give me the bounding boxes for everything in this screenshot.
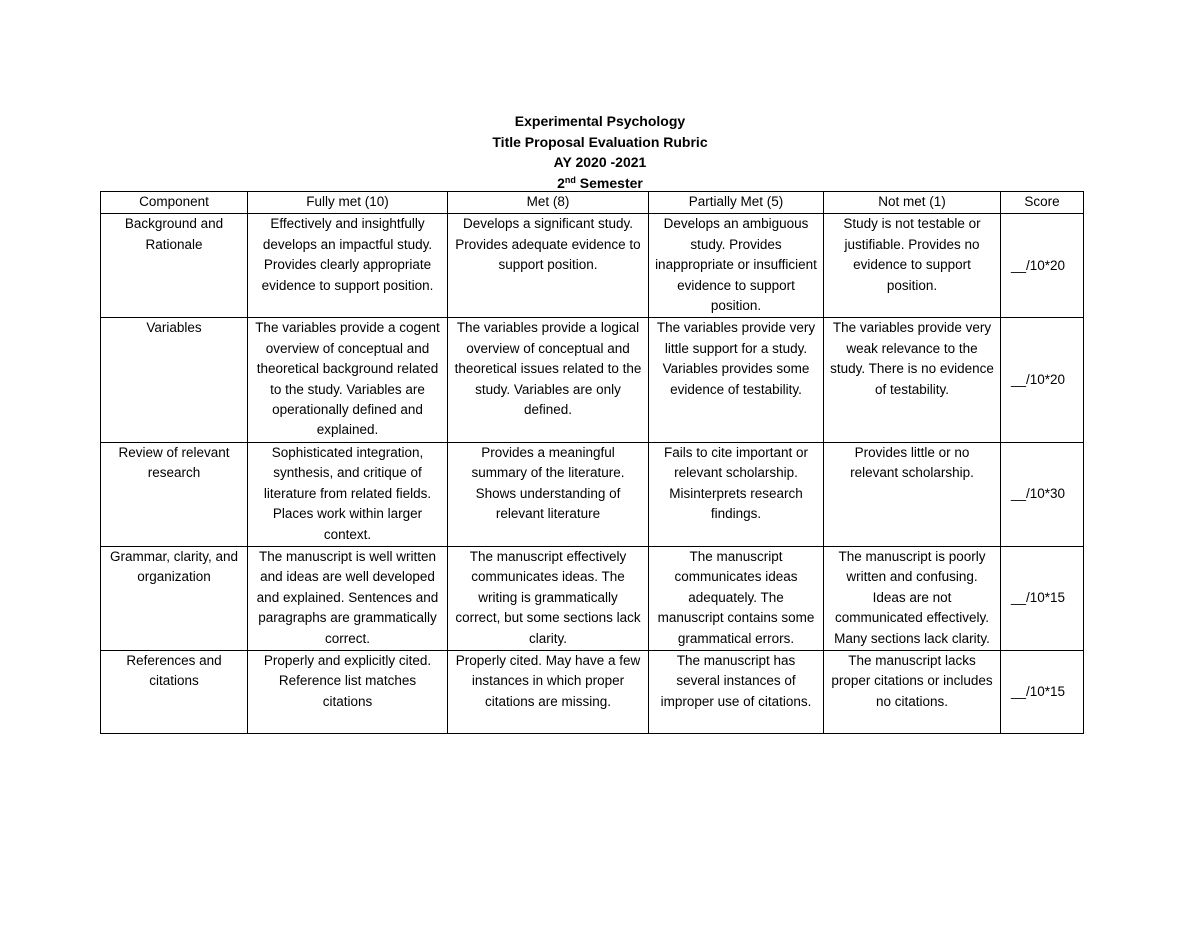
met-cell: The variables provide a logical overview of conceptual and theoretical issues related to the study. Variables are only defined. xyxy=(448,318,649,442)
fully-met-cell: Effectively and insightfully develops an impactful study. Provides clearly appropriate evidence to support position. xyxy=(248,214,448,318)
partially-met-cell: The manuscript communicates ideas adequately. The manuscript contains some grammatical errors. xyxy=(649,546,824,650)
column-header-partially-met: Partially Met (5) xyxy=(649,192,824,214)
score-cell xyxy=(1001,318,1084,442)
semester-number: 2 xyxy=(557,174,565,191)
document-title-block xyxy=(0,111,1200,193)
column-header-not-met: Not met (1) xyxy=(824,192,1001,214)
score-cell xyxy=(1001,650,1084,733)
not-met-cell: The manuscript is poorly written and confusing. Ideas are not communicated effectively. Many sections lack clarity. xyxy=(824,546,1001,650)
table-row xyxy=(101,442,1084,546)
course-title: Experimental Psychology xyxy=(514,113,686,129)
partially-met-cell: Develops an ambiguous study. Provides inappropriate or insufficient evidence to support position. xyxy=(649,214,824,318)
fully-met-cell: The manuscript is well written and ideas are well developed and explained. Sentences and paragraphs are grammatically correct. xyxy=(248,546,448,650)
not-met-cell: Study is not testable or justifiable. Provides no evidence to support position. xyxy=(824,214,1001,318)
component-cell: Grammar, clarity, and organization xyxy=(101,546,248,650)
fully-met-cell: Properly and explicitly cited. Reference list matches citations xyxy=(248,650,448,733)
score-cell xyxy=(1001,442,1084,546)
column-header-met: Met (8) xyxy=(448,192,649,214)
not-met-cell: The manuscript lacks proper citations or includes no citations. xyxy=(824,650,1001,733)
table-row xyxy=(101,318,1084,442)
component-cell: Background and Rationale xyxy=(101,214,248,318)
partially-met-cell: Fails to cite important or relevant scholarship. Misinterprets research findings. xyxy=(649,442,824,546)
partially-met-cell: The manuscript has several instances of improper use of citations. xyxy=(649,650,824,733)
column-header-score: Score xyxy=(1001,192,1084,214)
score-value: __/10*20 xyxy=(1011,371,1066,387)
component-cell: Variables xyxy=(101,318,248,442)
component-cell: Review of relevant research xyxy=(101,442,248,546)
rubric-table xyxy=(100,191,1084,734)
table-row xyxy=(101,546,1084,650)
table-header-row xyxy=(101,192,1084,214)
table-row xyxy=(101,650,1084,733)
score-value: __/10*30 xyxy=(1011,486,1066,502)
score-value: __/10*15 xyxy=(1011,590,1066,606)
score-cell xyxy=(1001,214,1084,318)
column-header-fully-met: Fully met (10) xyxy=(248,192,448,214)
semester-label xyxy=(0,173,1200,194)
component-cell: References and citations xyxy=(101,650,248,733)
rubric-title: Title Proposal Evaluation Rubric xyxy=(492,133,708,150)
semester-suffix: nd xyxy=(564,174,576,185)
not-met-cell: Provides little or no relevant scholarship. xyxy=(824,442,1001,546)
score-cell xyxy=(1001,546,1084,650)
not-met-cell: The variables provide very weak relevance to the study. There is no evidence of testability. xyxy=(824,318,1001,442)
met-cell: Properly cited. May have a few instances in which proper citations are missing. xyxy=(448,650,649,733)
table-row xyxy=(101,214,1084,318)
fully-met-cell: Sophisticated integration, synthesis, and critique of literature from related fields. Places work within larger context. xyxy=(248,442,448,546)
partially-met-cell: The variables provide very little support for a study. Variables provides some evidence of testability. xyxy=(649,318,824,442)
score-value: __/10*15 xyxy=(1011,683,1066,699)
semester-word: Semester xyxy=(575,174,643,191)
academic-year: AY 2020 -2021 xyxy=(553,154,647,170)
met-cell: Provides a meaningful summary of the literature. Shows understanding of relevant literature xyxy=(448,442,649,546)
met-cell: The manuscript effectively communicates ideas. The writing is grammatically correct, but some sections lack clarity. xyxy=(448,546,649,650)
score-value: __/10*20 xyxy=(1011,257,1066,273)
met-cell: Develops a significant study. Provides adequate evidence to support position. xyxy=(448,214,649,318)
fully-met-cell: The variables provide a cogent overview of conceptual and theoretical background related to the study. Variables are operationally defined and explained. xyxy=(248,318,448,442)
column-header-component: Component xyxy=(101,192,248,214)
